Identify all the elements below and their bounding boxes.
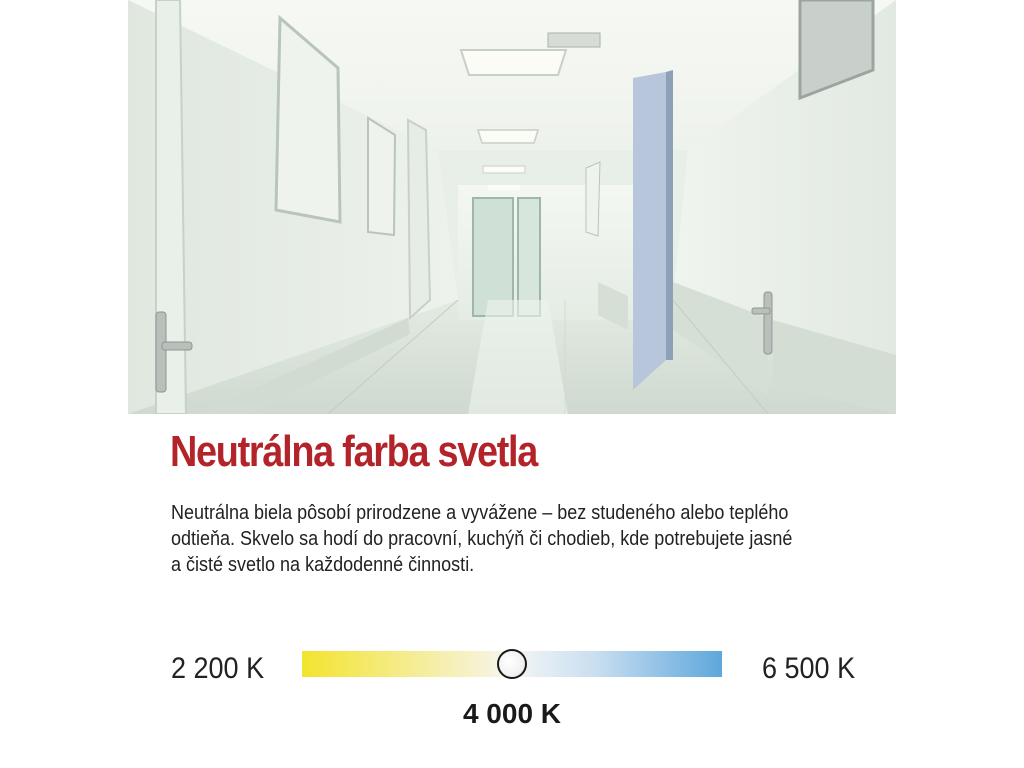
current-temperature-label: 4 000 K [462,698,562,729]
page-title: Neutrálna farba svetla [170,427,538,476]
max-temperature-label: 6 500 K [762,652,856,685]
description-text [171,500,855,578]
description-line: Neutrálna biela pôsobí prirodzene a vyvážene – bez studeného alebo teplého [171,502,789,524]
min-temperature-label: 2 200 K [171,652,265,685]
description-line: odtieňa. Skvelo sa hodí do pracovní, kuchýň či chodieb, kde potrebujete jasné [171,528,793,550]
color-temperature-indicator [497,649,527,679]
corridor-photo [128,0,896,414]
description-line: a čisté svetlo na každodenné činnosti. [171,554,475,576]
